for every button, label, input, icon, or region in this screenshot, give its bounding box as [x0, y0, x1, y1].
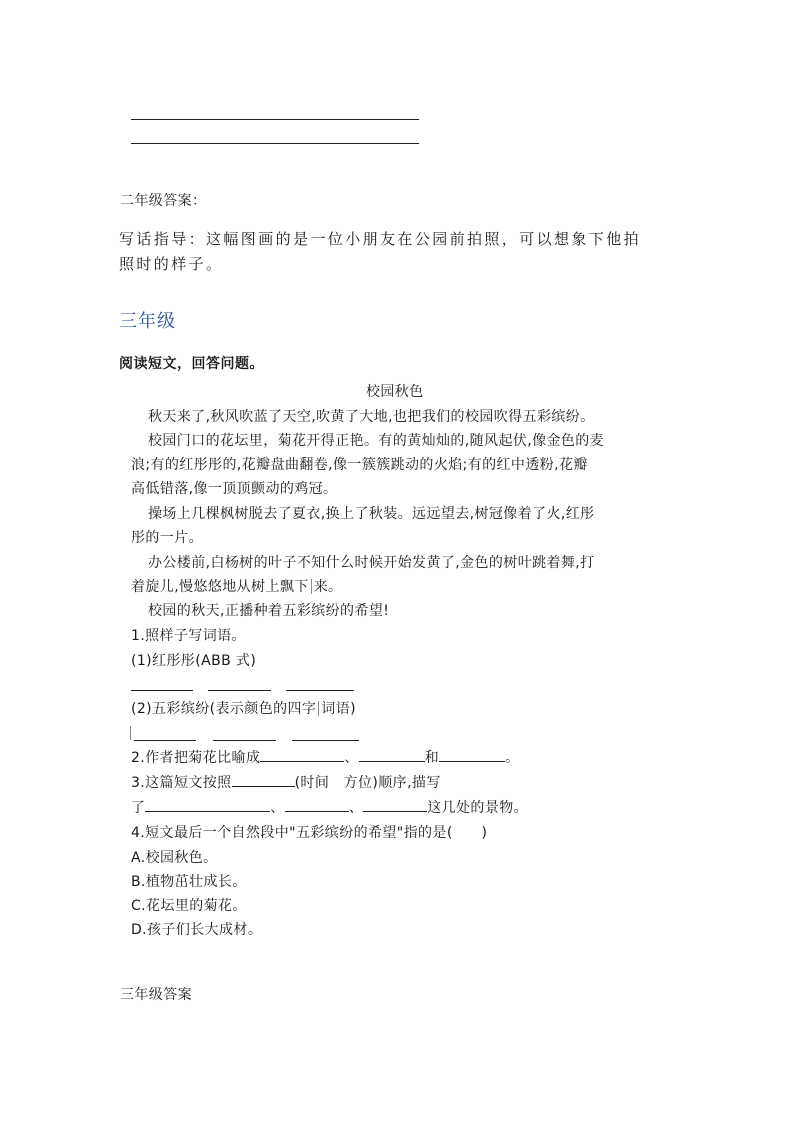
- q2-end: 。: [505, 750, 520, 766]
- grade3-answer-heading: 三年级答案: [120, 987, 192, 1003]
- question-3-text-a: 3.这篇短文按照: [131, 775, 232, 791]
- question-3-line2: [131, 797, 528, 817]
- passage-p4-line2: [131, 576, 342, 596]
- q1-2-blank-3[interactable]: [292, 740, 359, 741]
- q2-sep-1: 、: [344, 750, 359, 766]
- text-cursor: [311, 579, 312, 594]
- writing-guide-line2: 照时的样子。: [119, 255, 224, 273]
- passage-p4-line2-a: 着旋儿,慢悠悠地从树上飘下: [131, 579, 309, 595]
- passage-p3-line2: 彤的一片。: [131, 530, 203, 546]
- question-3-text-b: (时间 方位)顺序,描写: [294, 775, 441, 791]
- question-3-text-c: 了: [131, 800, 146, 816]
- passage-p2-line3: 高低错落,像一顶顶颤动的鸡冠。: [131, 481, 338, 497]
- grade3-title: 三年级: [119, 311, 176, 332]
- answer-line-2: [131, 143, 419, 144]
- q1-1-blank-2[interactable]: [208, 690, 271, 691]
- q2-blank-3[interactable]: [439, 748, 505, 762]
- q3-sep-1: 、: [270, 800, 285, 816]
- passage-p2-line1: 校园门口的花坛里，菊花开得正艳。有的黄灿灿的,随风起伏,像金色的麦: [148, 433, 605, 449]
- option-d[interactable]: D.孩子们长大成材。: [131, 922, 263, 938]
- writing-guide-line1: 写话指导：这幅图画的是一位小朋友在公园前拍照，可以想象下他拍: [119, 230, 642, 248]
- q1-2-blank-2[interactable]: [213, 740, 276, 741]
- option-c[interactable]: C.花坛里的菊花。: [131, 898, 247, 914]
- q2-sep-2: 和: [424, 750, 440, 766]
- question-1-2-a: (2)五彩缤纷(表示颜色的四字: [131, 701, 317, 717]
- question-2-text: 2.作者把菊花比喻成: [131, 750, 261, 766]
- q1-1-blank-3[interactable]: [286, 690, 354, 691]
- option-b[interactable]: B.植物茁壮成长。: [131, 874, 247, 890]
- q1-2-cursor: [130, 726, 131, 740]
- question-3-line1: [131, 772, 441, 792]
- passage-p2-line2: 浪;有的红彤彤的,花瓣盘曲翻卷,像一簇簇跳动的火焰;有的红中透粉,花瓣: [131, 457, 588, 473]
- q1-1-blank-1[interactable]: [131, 690, 193, 691]
- option-a[interactable]: A.校园秋色。: [131, 850, 218, 866]
- q3-blank-3[interactable]: [285, 798, 349, 812]
- text-cursor: [318, 701, 319, 716]
- question-1-2-b: 词语): [321, 701, 356, 717]
- passage-p5: 校园的秋天,正播种着五彩缤纷的希望!: [148, 603, 390, 619]
- question-2: [131, 747, 520, 767]
- passage-title: 校园秋色: [366, 384, 424, 400]
- answer-line-1: [131, 119, 419, 120]
- passage-p1: 秋天来了,秋风吹蓝了天空,吹黄了大地,也把我们的校园吹得五彩缤纷。: [148, 409, 595, 425]
- q2-blank-2[interactable]: [359, 748, 425, 762]
- passage-p4-line1: 办公楼前,白杨树的叶子不知什么时候开始发黄了,金色的树叶跳着舞,打: [148, 555, 595, 571]
- reading-instruction: 阅读短文，回答问题。: [119, 356, 264, 372]
- q2-blank-1[interactable]: [260, 748, 344, 762]
- question-1-1: (1)红彤彤(ABB 式): [131, 653, 257, 669]
- q3-blank-4[interactable]: [363, 798, 427, 812]
- q3-sep-2: 、: [348, 800, 364, 816]
- passage-p3-line1: 操场上几棵枫树脱去了夏衣,换上了秋装。远远望去,树冠像着了火,红彤: [148, 506, 595, 522]
- q1-2-blank-1[interactable]: [134, 740, 196, 741]
- grade2-answer-heading: 二年级答案：: [120, 193, 207, 209]
- q3-blank-2[interactable]: [145, 798, 270, 812]
- passage-p4-line2-b: 来。: [313, 579, 343, 595]
- question-4: 4.短文最后一个自然段中"五彩缤纷的希望"指的是( ): [131, 825, 488, 841]
- q3-blank-1[interactable]: [232, 773, 295, 787]
- question-1-2: [131, 698, 356, 718]
- question-1: 1.照样子写词语。: [131, 628, 246, 644]
- question-3-end: 这几处的景物。: [427, 800, 529, 816]
